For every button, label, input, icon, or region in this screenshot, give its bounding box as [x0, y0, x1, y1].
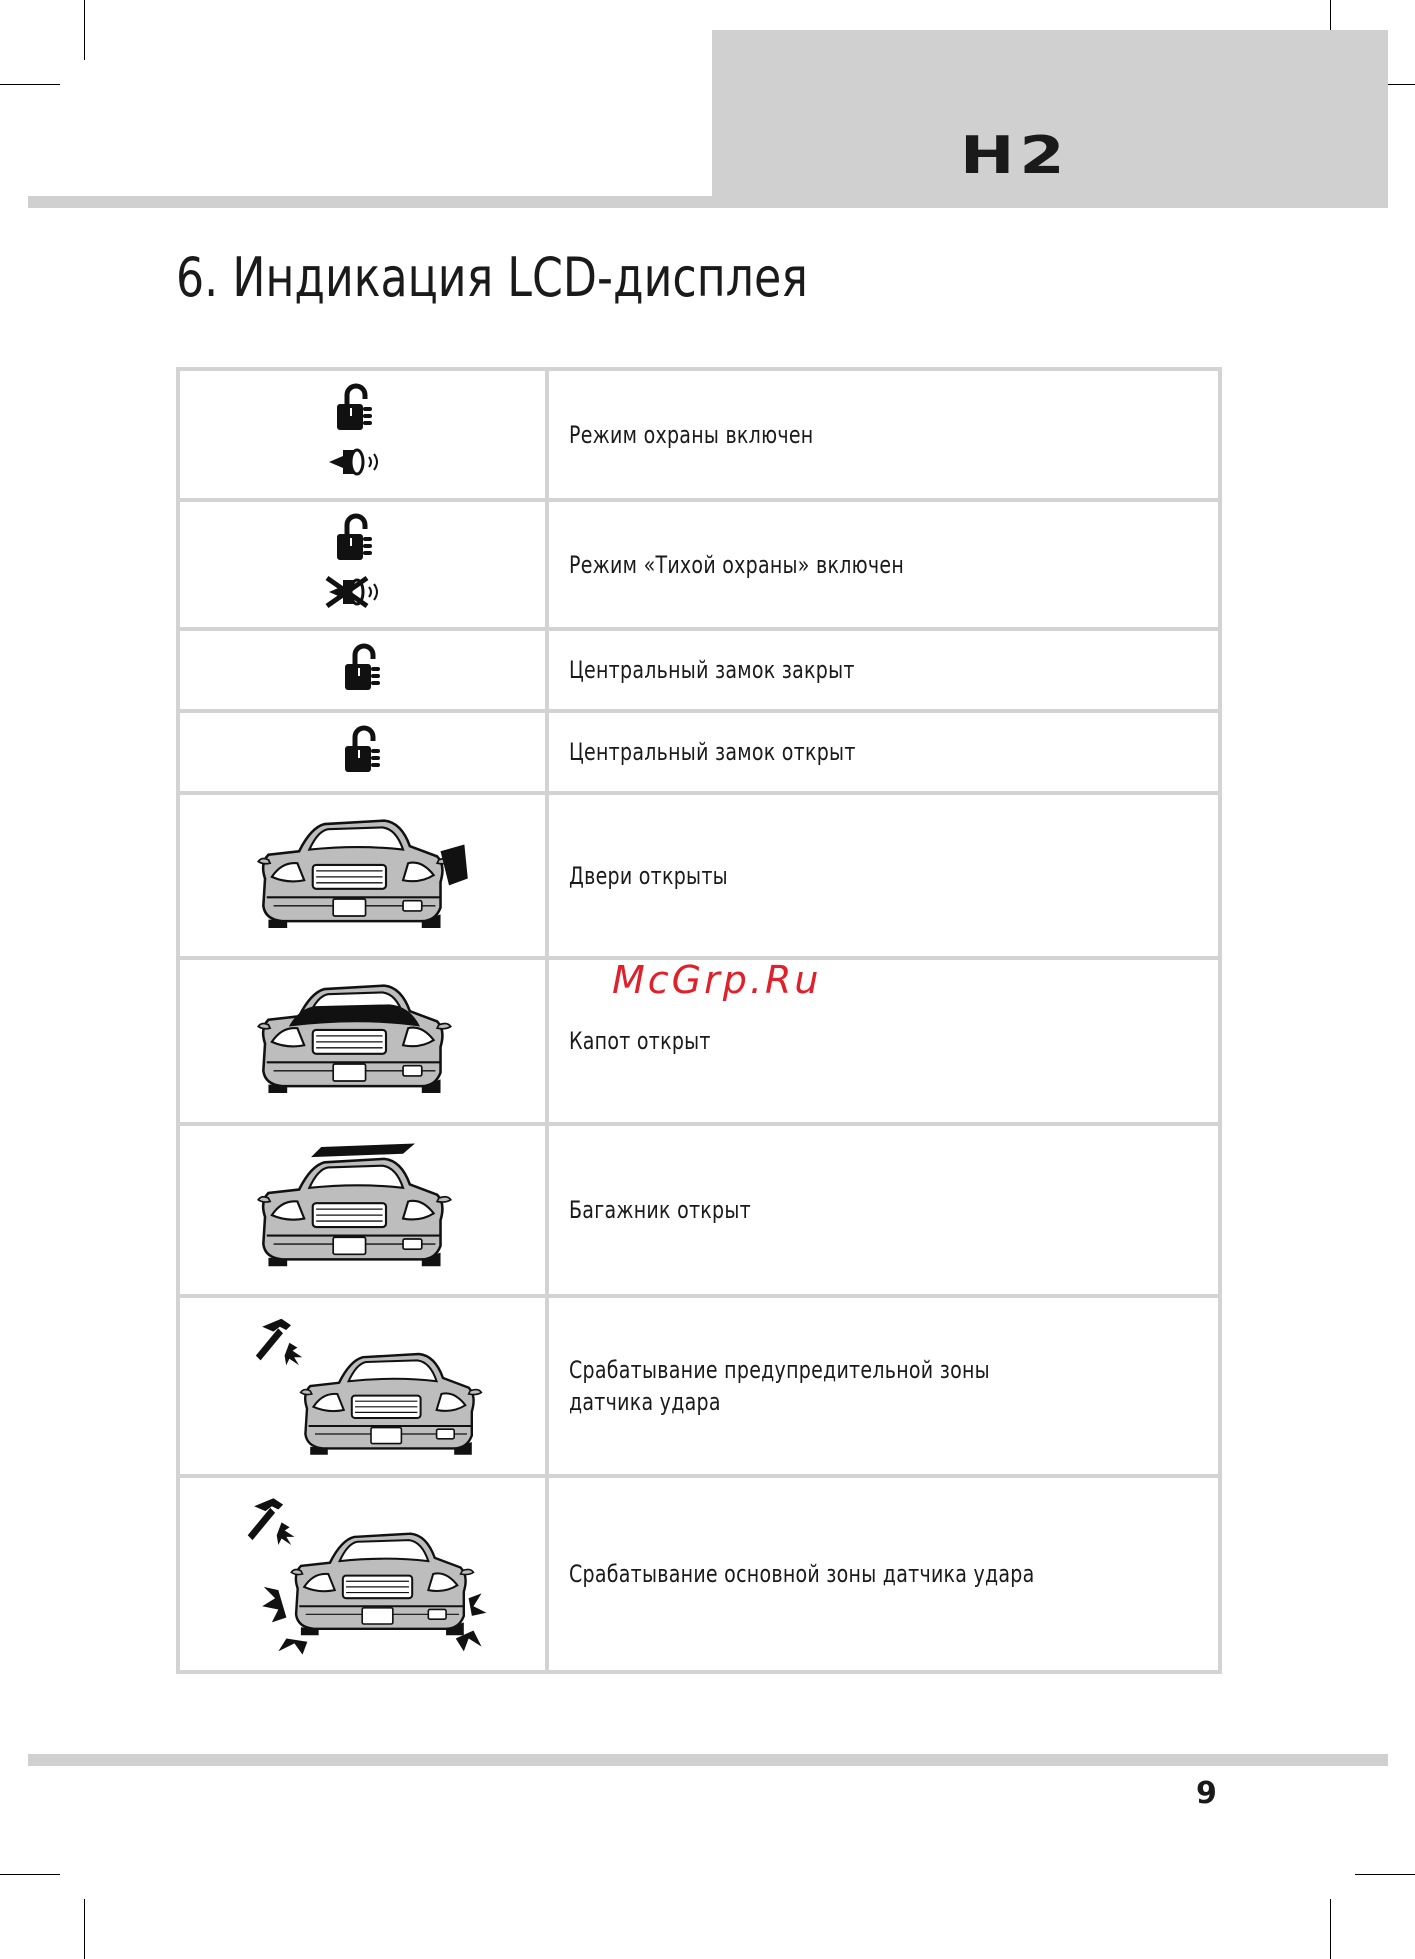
table-row: [178, 1296, 1220, 1476]
car-shock-main-icon: [238, 1484, 488, 1664]
lock-silent-siren-icon: [323, 510, 403, 620]
page-number: 9: [1196, 1776, 1217, 1811]
car-trunk-open-icon: [248, 1135, 478, 1285]
car-hood-open-icon: [248, 966, 478, 1116]
row-text: Капот открыт: [569, 1027, 711, 1055]
crop-mark: [84, 0, 85, 60]
car-shock-warning-icon: [243, 1306, 483, 1466]
table-row: [178, 793, 1220, 958]
table-row: [178, 711, 1220, 793]
lock-siren-icon: [323, 380, 403, 490]
table-row: [178, 1476, 1220, 1672]
page-title: 6. Индикация LCD-дисплея: [176, 246, 808, 309]
car-door-open-icon: [248, 801, 478, 951]
lock-open-icon: [333, 720, 393, 784]
watermark: McGrp.Ru: [612, 958, 822, 1002]
row-text: Центральный замок закрыт: [569, 656, 855, 684]
footer-rule: [28, 1754, 1388, 1766]
crop-mark: [84, 1899, 85, 1959]
table-row: [178, 369, 1220, 500]
row-text: Багажник открыт: [569, 1196, 751, 1224]
row-text: Срабатывание предупредительной зоны датчика удара: [569, 1356, 990, 1416]
crop-mark: [0, 84, 60, 85]
row-text: Режим охраны включен: [569, 420, 814, 449]
crop-mark: [0, 1874, 60, 1875]
row-text: Режим «Тихой охраны» включен: [569, 550, 905, 579]
indication-table: [176, 367, 1222, 1674]
table-row: [178, 1124, 1220, 1296]
lock-closed-icon: [333, 638, 393, 702]
model-label: H2: [960, 126, 1070, 186]
row-text: Срабатывание основной зоны датчика удара: [569, 1560, 1035, 1588]
table-row: [178, 500, 1220, 629]
header-rule: [28, 196, 1388, 208]
row-text: Центральный замок открыт: [569, 738, 856, 766]
crop-mark: [1355, 1874, 1415, 1875]
row-text: Двери открыты: [569, 861, 728, 890]
crop-mark: [1330, 1899, 1331, 1959]
table-row: [178, 629, 1220, 711]
